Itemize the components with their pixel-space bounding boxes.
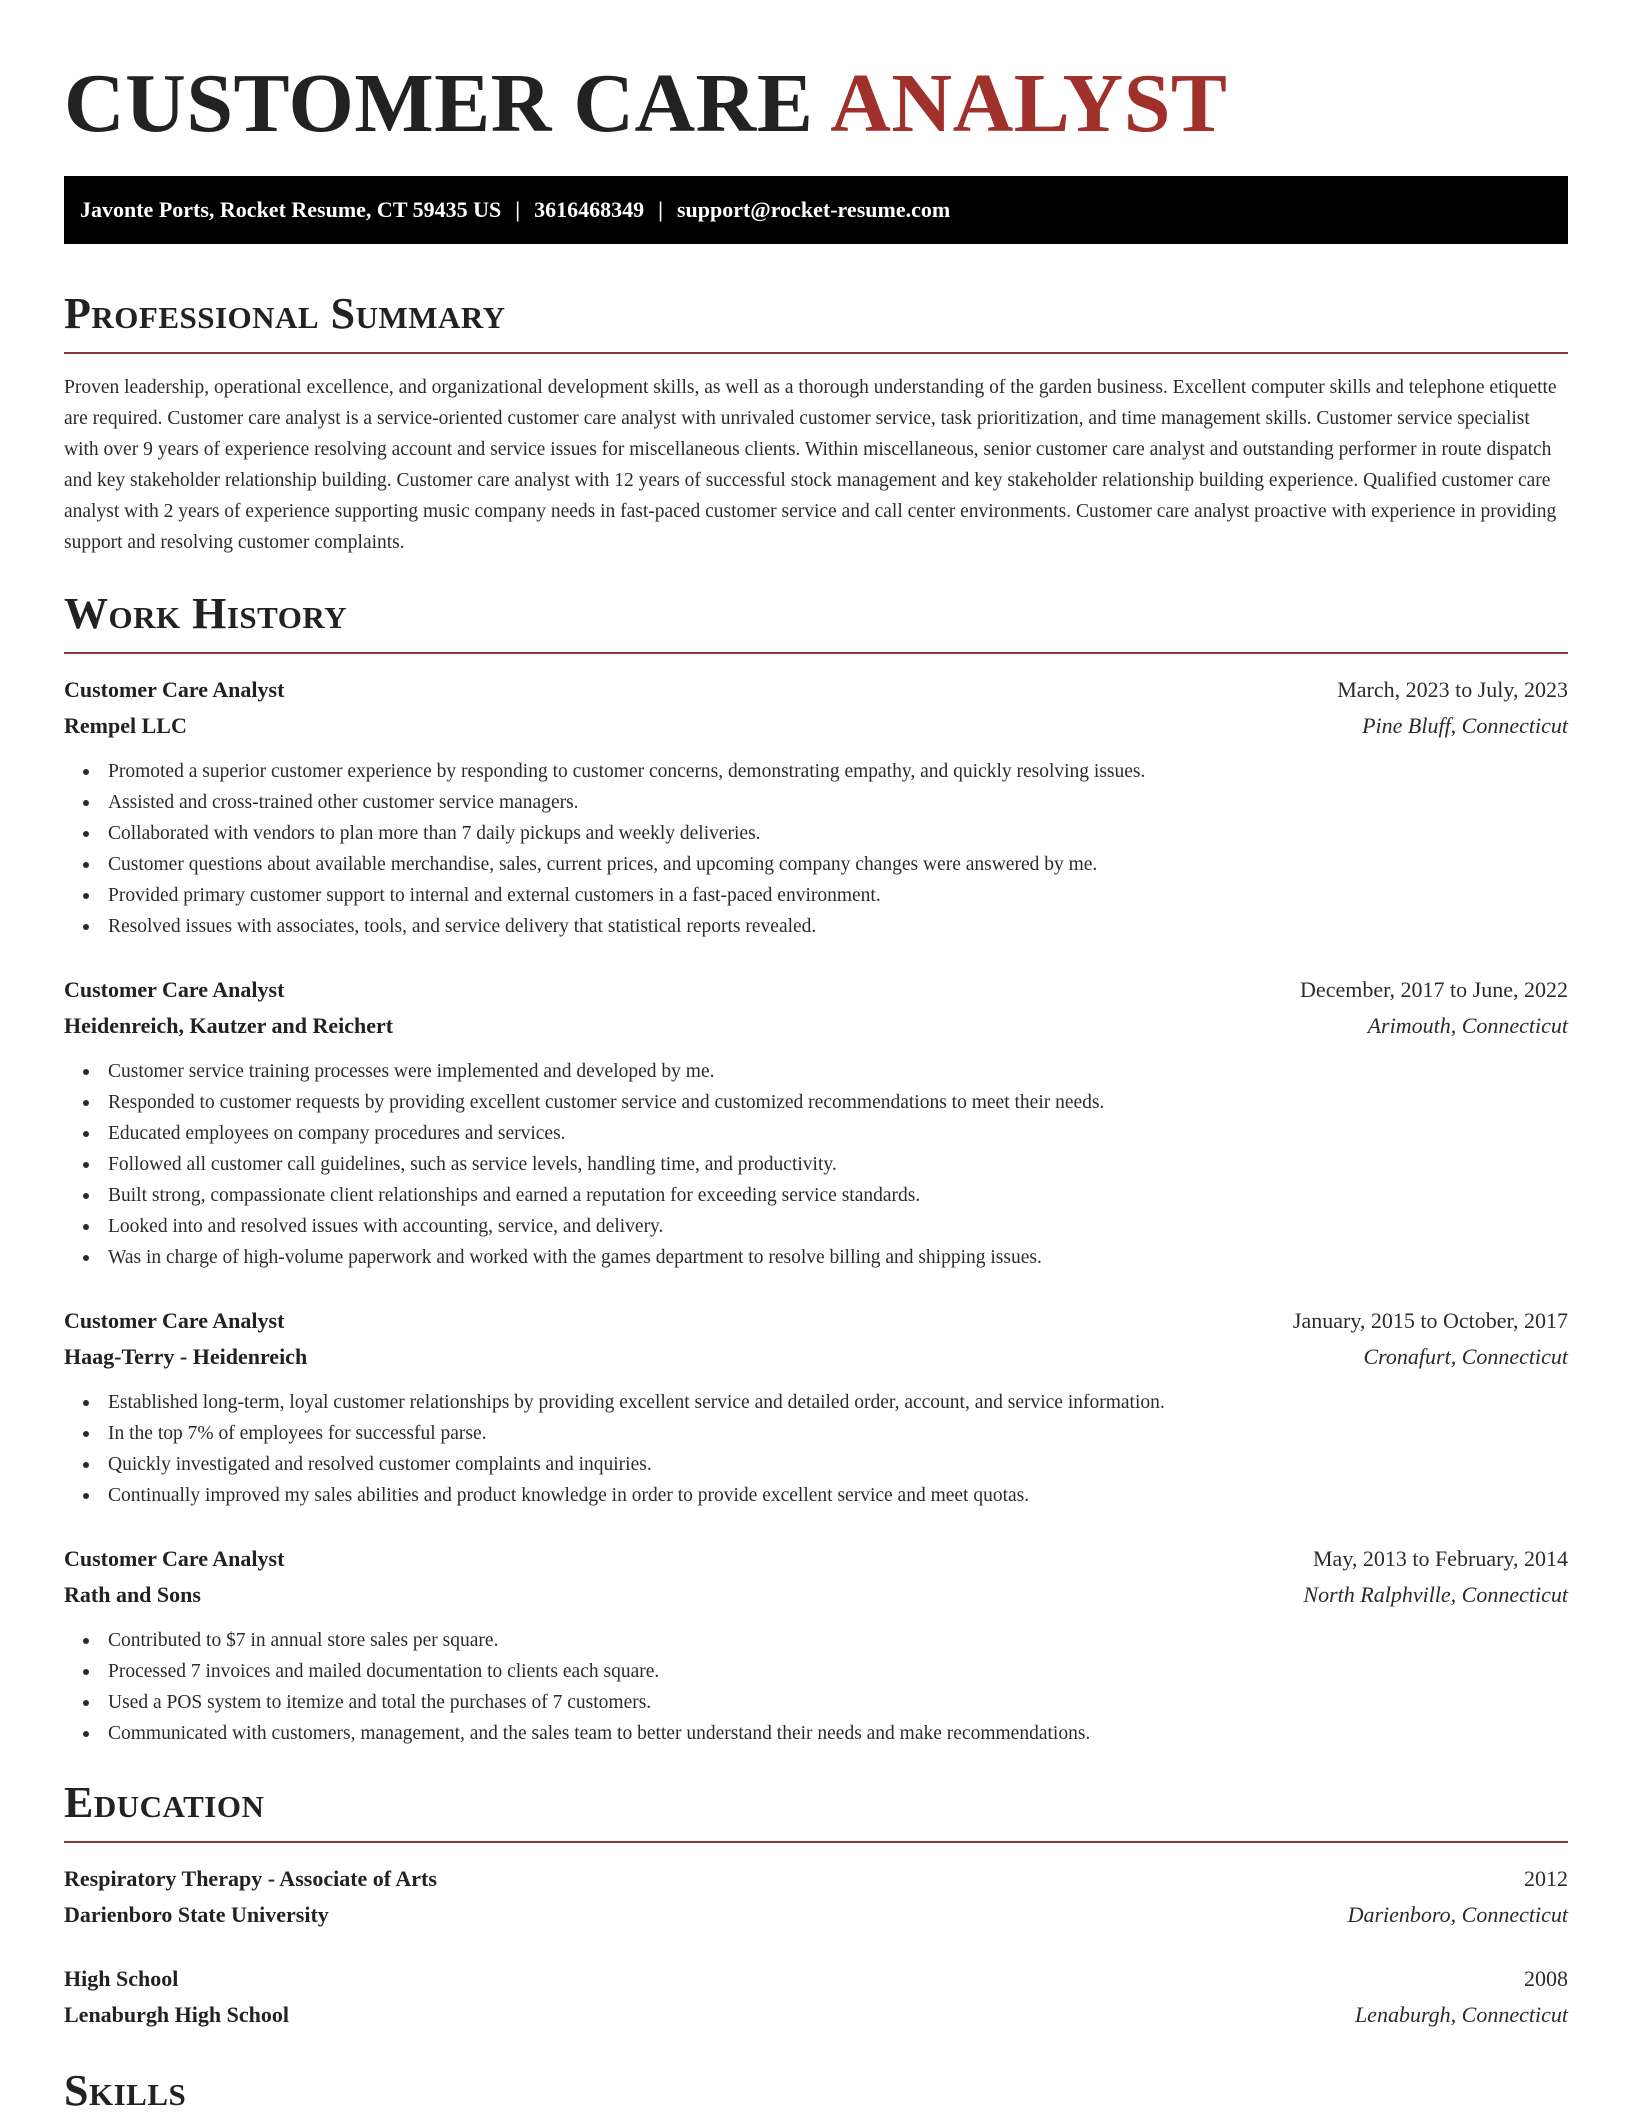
summary-text: Proven leadership, operational excellence, and organizational development skills, as well as a thorough understanding of the garden business. Excellent computer skills and telephone etiquette are required. Customer care analyst is a service-oriented customer care analyst with unrivaled customer service, task prioritization, and time management skills. Customer service specialist with over 9 years of experience resolving account and service issues for miscellaneous clients. Within miscellaneous, senior customer care analyst and outstanding performer in route dispatch and key stakeholder relationship building. Customer care analyst with 12 years of successful stock management and key stakeholder relationship building experience. Qualified customer care analyst with 2 years of experience supporting music company needs in fast-paced customer service and call center environments. Customer care analyst proactive with experience in providing support and resolving customer complaints.: [64, 377, 1557, 553]
bullet-item: In the top 7% of employees for successful parse.: [64, 1418, 1568, 1449]
education-heading: Education: [64, 1778, 265, 1827]
summary-section: [64, 286, 1568, 558]
bullet-item: Assisted and cross-trained other customer service managers.: [64, 787, 1568, 818]
bullet-item: Processed 7 invoices and mailed documentation to clients each square.: [64, 1656, 1568, 1687]
job-role: Customer Care Analyst: [64, 677, 285, 702]
resume-title: [64, 0, 1568, 152]
summary-heading: Professional Summary: [64, 289, 506, 338]
bullet-item: Customer questions about available merchandise, sales, current prices, and upcoming company changes were answered by me.: [64, 849, 1568, 880]
job-bullets: [64, 1625, 1568, 1749]
job-role: Customer Care Analyst: [64, 1308, 285, 1333]
job-entry: [64, 1541, 1568, 1749]
contact-phone: 3616468349: [534, 197, 645, 222]
education-year: 2008: [1524, 1966, 1568, 1991]
contact-separator: |: [658, 197, 663, 222]
education-degree: Respiratory Therapy - Associate of Arts: [64, 1866, 437, 1891]
job-bullets: [64, 1387, 1568, 1511]
bullet-item: Followed all customer call guidelines, such as service levels, handling time, and productivity.: [64, 1149, 1568, 1180]
job-location: Pine Bluff, Connecticut: [1362, 713, 1568, 738]
contact-address: Javonte Ports, Rocket Resume, CT 59435 US: [80, 197, 502, 222]
section-divider: [64, 652, 1568, 654]
job-dates: March, 2023 to July, 2023: [1337, 677, 1568, 702]
education-year: 2012: [1524, 1866, 1568, 1891]
job-dates: May, 2013 to February, 2014: [1313, 1546, 1568, 1571]
bullet-item: Built strong, compassionate client relationships and earned a reputation for exceeding service standards.: [64, 1180, 1568, 1211]
bullet-item: Collaborated with vendors to plan more than 7 daily pickups and weekly deliveries.: [64, 818, 1568, 849]
education-location: Darienboro, Connecticut: [1347, 1902, 1568, 1927]
section-divider: [64, 1841, 1568, 1843]
skills-heading: Skills: [64, 2066, 187, 2115]
job-entry: [64, 972, 1568, 1273]
job-entry: [64, 672, 1568, 942]
job-entry: [64, 1303, 1568, 1511]
bullet-item: Looked into and resolved issues with accounting, service, and delivery.: [64, 1211, 1568, 1242]
education-entry: [64, 1961, 1568, 2033]
resume-page: [64, 0, 1568, 2119]
job-dates: December, 2017 to June, 2022: [1300, 977, 1568, 1002]
bullet-item: Used a POS system to itemize and total the purchases of 7 customers.: [64, 1687, 1568, 1718]
job-location: North Ralphville, Connecticut: [1303, 1582, 1568, 1607]
job-company: Haag-Terry - Heidenreich: [64, 1344, 308, 1369]
education-school: Lenaburgh High School: [64, 2002, 289, 2027]
job-bullets: [64, 756, 1568, 942]
bullet-item: Educated employees on company procedures and services.: [64, 1118, 1568, 1149]
bullet-item: Was in charge of high-volume paperwork and worked with the games department to resolve billing and shipping issues.: [64, 1242, 1568, 1273]
bullet-item: Established long-term, loyal customer relationships by providing excellent service and detailed order, account, and service information.: [64, 1387, 1568, 1418]
bullet-item: Responded to customer requests by providing excellent customer service and customized recommendations to meet their needs.: [64, 1087, 1568, 1118]
title-main: CUSTOMER CARE: [64, 57, 814, 150]
contact-bar: [64, 176, 1568, 244]
job-company: Rempel LLC: [64, 713, 187, 738]
contact-email: support@rocket-resume.com: [676, 197, 951, 222]
job-role: Customer Care Analyst: [64, 977, 285, 1002]
job-bullets: [64, 1056, 1568, 1273]
skills-section: [64, 2063, 1568, 2119]
work-history-section: [64, 586, 1568, 1749]
bullet-item: Continually improved my sales abilities and product knowledge in order to provide excellent service and meet quotas.: [64, 1480, 1568, 1511]
contact-separator: |: [515, 197, 521, 222]
job-location: Arimouth, Connecticut: [1367, 1013, 1568, 1038]
education-entry: [64, 1861, 1568, 1933]
job-company: Heidenreich, Kautzer and Reichert: [64, 1013, 394, 1038]
title-accent: ANALYST: [830, 57, 1228, 150]
bullet-item: Communicated with customers, management, and the sales team to better understand their needs and make recommendations.: [64, 1718, 1568, 1749]
bullet-item: Customer service training processes were implemented and developed by me.: [64, 1056, 1568, 1087]
job-role: Customer Care Analyst: [64, 1546, 285, 1571]
job-location: Cronafurt, Connecticut: [1363, 1344, 1568, 1369]
work-history-heading: Work History: [64, 589, 348, 638]
bullet-item: Resolved issues with associates, tools, and service delivery that statistical reports revealed.: [64, 911, 1568, 942]
bullet-item: Contributed to $7 in annual store sales per square.: [64, 1625, 1568, 1656]
bullet-item: Promoted a superior customer experience by responding to customer concerns, demonstrating empathy, and quickly resolving issues.: [64, 756, 1568, 787]
education-school: Darienboro State University: [64, 1902, 329, 1927]
job-company: Rath and Sons: [64, 1582, 201, 1607]
education-degree: High School: [64, 1966, 179, 1991]
job-dates: January, 2015 to October, 2017: [1292, 1308, 1568, 1333]
education-location: Lenaburgh, Connecticut: [1354, 2002, 1568, 2027]
education-section: [64, 1775, 1568, 2033]
bullet-item: Quickly investigated and resolved customer complaints and inquiries.: [64, 1449, 1568, 1480]
section-divider: [64, 352, 1568, 354]
bullet-item: Provided primary customer support to internal and external customers in a fast-paced environment.: [64, 880, 1568, 911]
